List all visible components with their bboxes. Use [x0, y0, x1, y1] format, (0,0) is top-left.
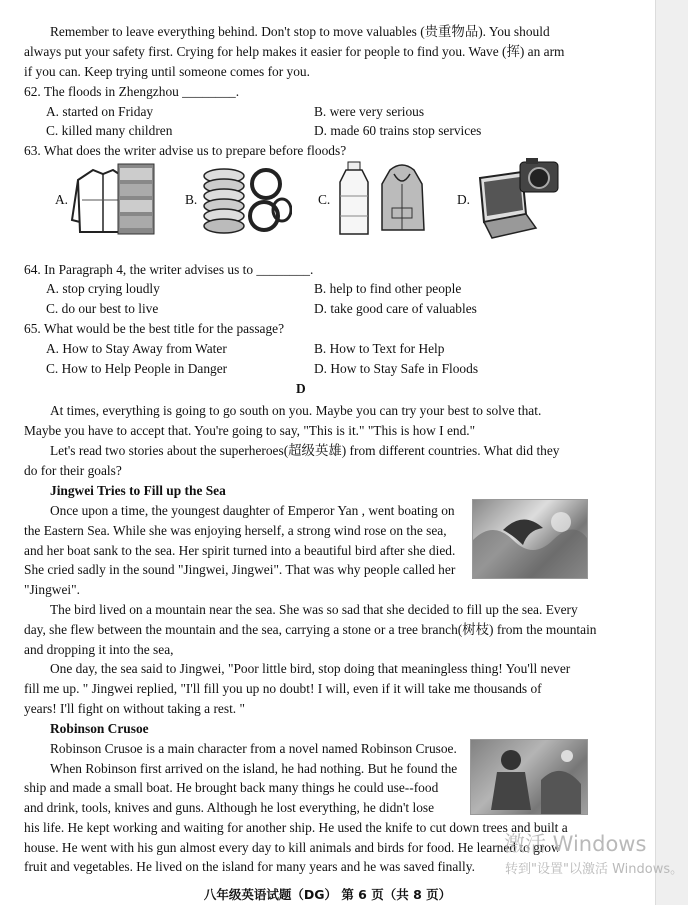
text-line: Robinson Crusoe is a main character from a novel named Robinson Crusoe.: [50, 741, 457, 756]
text-line: Let's read two stories about the superheroes(超级英雄) from different countries. What did they: [50, 443, 560, 458]
q63-label-d: D.: [457, 192, 471, 207]
q65-option-c: C. How to Help People in Danger: [46, 361, 228, 376]
text-line: day, she flew between the mountain and the sea, carrying a stone or a tree branch(树枝) from the mountain: [24, 622, 597, 637]
q64-option-d: D. take good care of valuables: [314, 301, 477, 316]
jingwei-illustration: [472, 499, 588, 579]
q63-label-a: A.: [55, 192, 69, 207]
scrollbar-panel[interactable]: [655, 0, 688, 905]
text-line: fruit and vegetables. He lived on the island for many years and he was saved finally.: [24, 859, 475, 874]
page-footer: 八年级英语试题（DG） 第 6 页（共 8 页）: [203, 887, 452, 902]
q62-option-a: A. started on Friday: [46, 104, 154, 119]
jacket-and-money-icon: [68, 160, 158, 238]
question-62-stem: 62. The floods in Zhengzhou ________.: [24, 84, 240, 99]
text-line: and drink, tools, knives and guns. Although he lost everything, he didn't lose: [24, 800, 435, 815]
activation-watermark-title: 激活 Windows: [504, 832, 647, 856]
section-heading: D: [296, 381, 306, 396]
text-line: house. He went with his gun almost every day to kill animals and birds for food. He learned to grow: [24, 840, 561, 855]
q64-option-c: C. do our best to live: [46, 301, 159, 316]
question-65-stem: 65. What would be the best title for the passage?: [24, 321, 285, 336]
text-line: the Eastern Sea. While she was enjoying herself, a strong wind rose on the sea,: [24, 523, 447, 538]
text-line: When Robinson first arrived on the island, he had nothing. But he found the: [50, 761, 458, 776]
text-line: Once upon a time, the youngest daughter of Emperor Yan , went boating on: [50, 503, 455, 518]
q62-option-d: D. made 60 trains stop services: [314, 123, 482, 138]
question-64-stem: 64. In Paragraph 4, the writer advises us to ________.: [24, 262, 314, 277]
q65-option-a: A. How to Stay Away from Water: [46, 341, 227, 356]
q64-option-b: B. help to find other people: [314, 281, 462, 296]
q62-option-b: B. were very serious: [314, 104, 425, 119]
text-line: Remember to leave everything behind. Don't stop to move valuables (贵重物品). You should: [50, 24, 550, 39]
q65-option-d: D. How to Stay Safe in Floods: [314, 361, 479, 376]
q62-option-c: C. killed many children: [46, 123, 173, 138]
q64-option-a: A. stop crying loudly: [46, 281, 160, 296]
text-line: She cried sadly in the sound "Jingwei, Jingwei". That was why people called her: [24, 562, 456, 577]
text-line: One day, the sea said to Jingwei, "Poor little bird, stop doing that meaningless thing! You'll never: [50, 661, 571, 676]
text-line: ship and made a small boat. He brought back many things he could use--food: [24, 780, 439, 795]
text-line: and dropping it into the sea,: [24, 642, 174, 657]
story-title: Robinson Crusoe: [50, 721, 149, 736]
story-title: Jingwei Tries to Fill up the Sea: [50, 483, 226, 498]
question-63-stem: 63. What does the writer advise us to prepare before floods?: [24, 143, 347, 158]
text-line: if you can. Keep trying until someone comes for you.: [24, 64, 310, 79]
text-line: At times, everything is going to go south on you. Maybe you can try your best to solve that.: [50, 403, 542, 418]
text-line: years! I'll fight on without taking a rest. ": [24, 701, 245, 716]
text-line: do for their goals?: [24, 463, 122, 478]
plates-and-rings-icon: [200, 162, 292, 236]
water-bottle-and-hoodie-icon: [336, 160, 428, 238]
text-line: always put your safety first. Crying for help makes it easier for people to find you. Wave (挥) an arm: [24, 44, 565, 59]
text-line: The bird lived on a mountain near the sea. She was so sad that she decided to fill up the sea. Every: [50, 602, 578, 617]
text-line: fill me up. " Jingwei replied, "I'll fill you up no doubt! I will, even if it will take me thousands of: [24, 681, 542, 696]
text-line: his life. He kept working and waiting for another ship. He used the knife to cut down trees and built a: [24, 820, 568, 835]
text-line: Maybe you have to accept that. You're going to say, "This is it." "This is how I end.": [24, 423, 476, 438]
q63-label-b: B.: [185, 192, 198, 207]
text-line: and her boat sank to the sea. Her spirit turned into a beautiful bird after she died.: [24, 543, 456, 558]
robinson-crusoe-illustration: [470, 739, 588, 815]
laptop-and-camera-icon: [476, 156, 562, 242]
q65-option-b: B. How to Text for Help: [314, 341, 445, 356]
activation-watermark-subtitle: 转到"设置"以激活 Windows。: [505, 862, 684, 877]
text-line: "Jingwei".: [24, 582, 80, 597]
q63-label-c: C.: [318, 192, 331, 207]
